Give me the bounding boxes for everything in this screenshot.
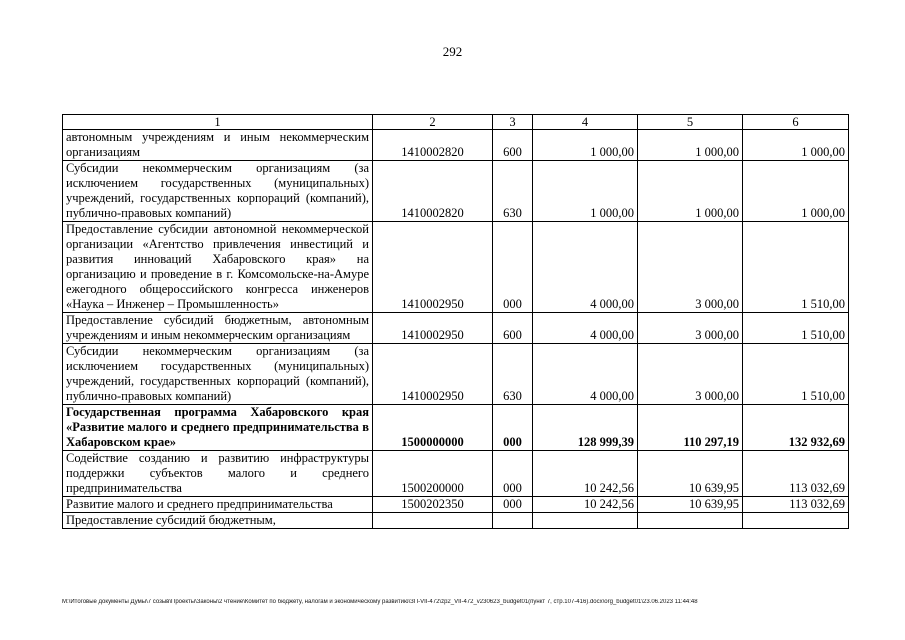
row-name-cell: Субсидии некоммерческим организациям (за исключением государственных (муниципальных) учреждений, государственных корпораций (компаний), публично-правовых компаний): [63, 161, 373, 222]
row-value-1-cell: 4 000,00: [533, 222, 638, 313]
row-value-2-cell: 3 000,00: [638, 313, 743, 344]
table-row: [63, 405, 849, 451]
row-expense-type-cell: 630: [493, 344, 533, 405]
row-value-1-cell: 10 242,56: [533, 451, 638, 497]
row-code-cell: 1500000000: [373, 405, 493, 451]
row-value-3-cell: 1 000,00: [743, 130, 849, 161]
table-row: [63, 451, 849, 497]
row-value-3-cell: 113 032,69: [743, 497, 849, 513]
row-value-2-cell: 1 000,00: [638, 161, 743, 222]
row-code-cell: 1500202350: [373, 497, 493, 513]
row-name-cell: Предоставление субсидий бюджетным, автономным учреждениям и иным некоммерческим организациям: [63, 313, 373, 344]
header-col-1: 1: [63, 115, 373, 130]
row-expense-type-cell: 000: [493, 405, 533, 451]
row-code-cell: 1500200000: [373, 451, 493, 497]
header-col-3: 3: [493, 115, 533, 130]
table-row: [63, 313, 849, 344]
row-name-cell: Предоставление субсидии автономной некоммерческой организации «Агентство привлечения инвестиций и развития инноваций Хабаровского края» на организацию и проведение в г. Комсомольске-на-Амуре ежегодного общероссийского конгресса инженеров «Наука – Инженер – Промышленность»: [63, 222, 373, 313]
row-expense-type-cell: 000: [493, 497, 533, 513]
row-value-1-cell: 128 999,39: [533, 405, 638, 451]
row-value-3-cell: [743, 513, 849, 529]
row-name-cell: автономным учреждениям и иным некоммерческим организациям: [63, 130, 373, 161]
row-value-3-cell: 1 000,00: [743, 161, 849, 222]
table-body: [63, 130, 849, 529]
row-expense-type-cell: 600: [493, 313, 533, 344]
row-value-1-cell: 1 000,00: [533, 161, 638, 222]
row-name-cell: Субсидии некоммерческим организациям (за исключением государственных (муниципальных) учреждений, государственных корпораций (компаний), публично-правовых компаний): [63, 344, 373, 405]
table-row: [63, 222, 849, 313]
row-code-cell: 1410002950: [373, 344, 493, 405]
table-row: [63, 344, 849, 405]
row-value-1-cell: [533, 513, 638, 529]
row-value-3-cell: 1 510,00: [743, 222, 849, 313]
row-name-cell: Предоставление субсидий бюджетным,: [63, 513, 373, 529]
row-code-cell: 1410002950: [373, 222, 493, 313]
row-value-2-cell: 3 000,00: [638, 344, 743, 405]
budget-table: [62, 114, 849, 529]
row-code-cell: 1410002820: [373, 161, 493, 222]
row-value-2-cell: 10 639,95: [638, 497, 743, 513]
row-value-2-cell: 1 000,00: [638, 130, 743, 161]
row-value-1-cell: 1 000,00: [533, 130, 638, 161]
table-row: [63, 130, 849, 161]
row-value-3-cell: 1 510,00: [743, 313, 849, 344]
row-expense-type-cell: [493, 513, 533, 529]
row-expense-type-cell: 600: [493, 130, 533, 161]
header-col-4: 4: [533, 115, 638, 130]
table-row: [63, 161, 849, 222]
row-code-cell: [373, 513, 493, 529]
header-col-2: 2: [373, 115, 493, 130]
row-expense-type-cell: 000: [493, 451, 533, 497]
row-value-1-cell: 10 242,56: [533, 497, 638, 513]
row-code-cell: 1410002820: [373, 130, 493, 161]
row-expense-type-cell: 630: [493, 161, 533, 222]
row-expense-type-cell: 000: [493, 222, 533, 313]
file-path-footer: M:\Итоговые документы Думы\7 созыв\Проекты\Законы\2 чтение\Комитет по бюджету, налогам и экономическому развитию\ЗП-VII-472\zp2_VII-472_v230623_budget01(пункт 7, стр.107-416).docx\org_budget01\23.06.2023 11:44:48: [62, 599, 698, 605]
table-row: [63, 497, 849, 513]
row-value-2-cell: [638, 513, 743, 529]
row-code-cell: 1410002950: [373, 313, 493, 344]
page-number: 292: [442, 44, 463, 59]
row-value-3-cell: 1 510,00: [743, 344, 849, 405]
row-name-cell: Содействие созданию и развитию инфраструктуры поддержки субъектов малого и среднего предпринимательства: [63, 451, 373, 497]
row-value-3-cell: 132 932,69: [743, 405, 849, 451]
table-row: [63, 513, 849, 529]
row-value-1-cell: 4 000,00: [533, 313, 638, 344]
row-value-2-cell: 110 297,19: [638, 405, 743, 451]
header-col-5: 5: [638, 115, 743, 130]
row-value-2-cell: 3 000,00: [638, 222, 743, 313]
row-value-3-cell: 113 032,69: [743, 451, 849, 497]
row-name-cell: Развитие малого и среднего предпринимательства: [63, 497, 373, 513]
header-row: [63, 115, 849, 130]
row-value-1-cell: 4 000,00: [533, 344, 638, 405]
row-value-2-cell: 10 639,95: [638, 451, 743, 497]
row-name-cell: Государственная программа Хабаровского края «Развитие малого и среднего предпринимательства в Хабаровском крае»: [63, 405, 373, 451]
header-col-6: 6: [743, 115, 849, 130]
